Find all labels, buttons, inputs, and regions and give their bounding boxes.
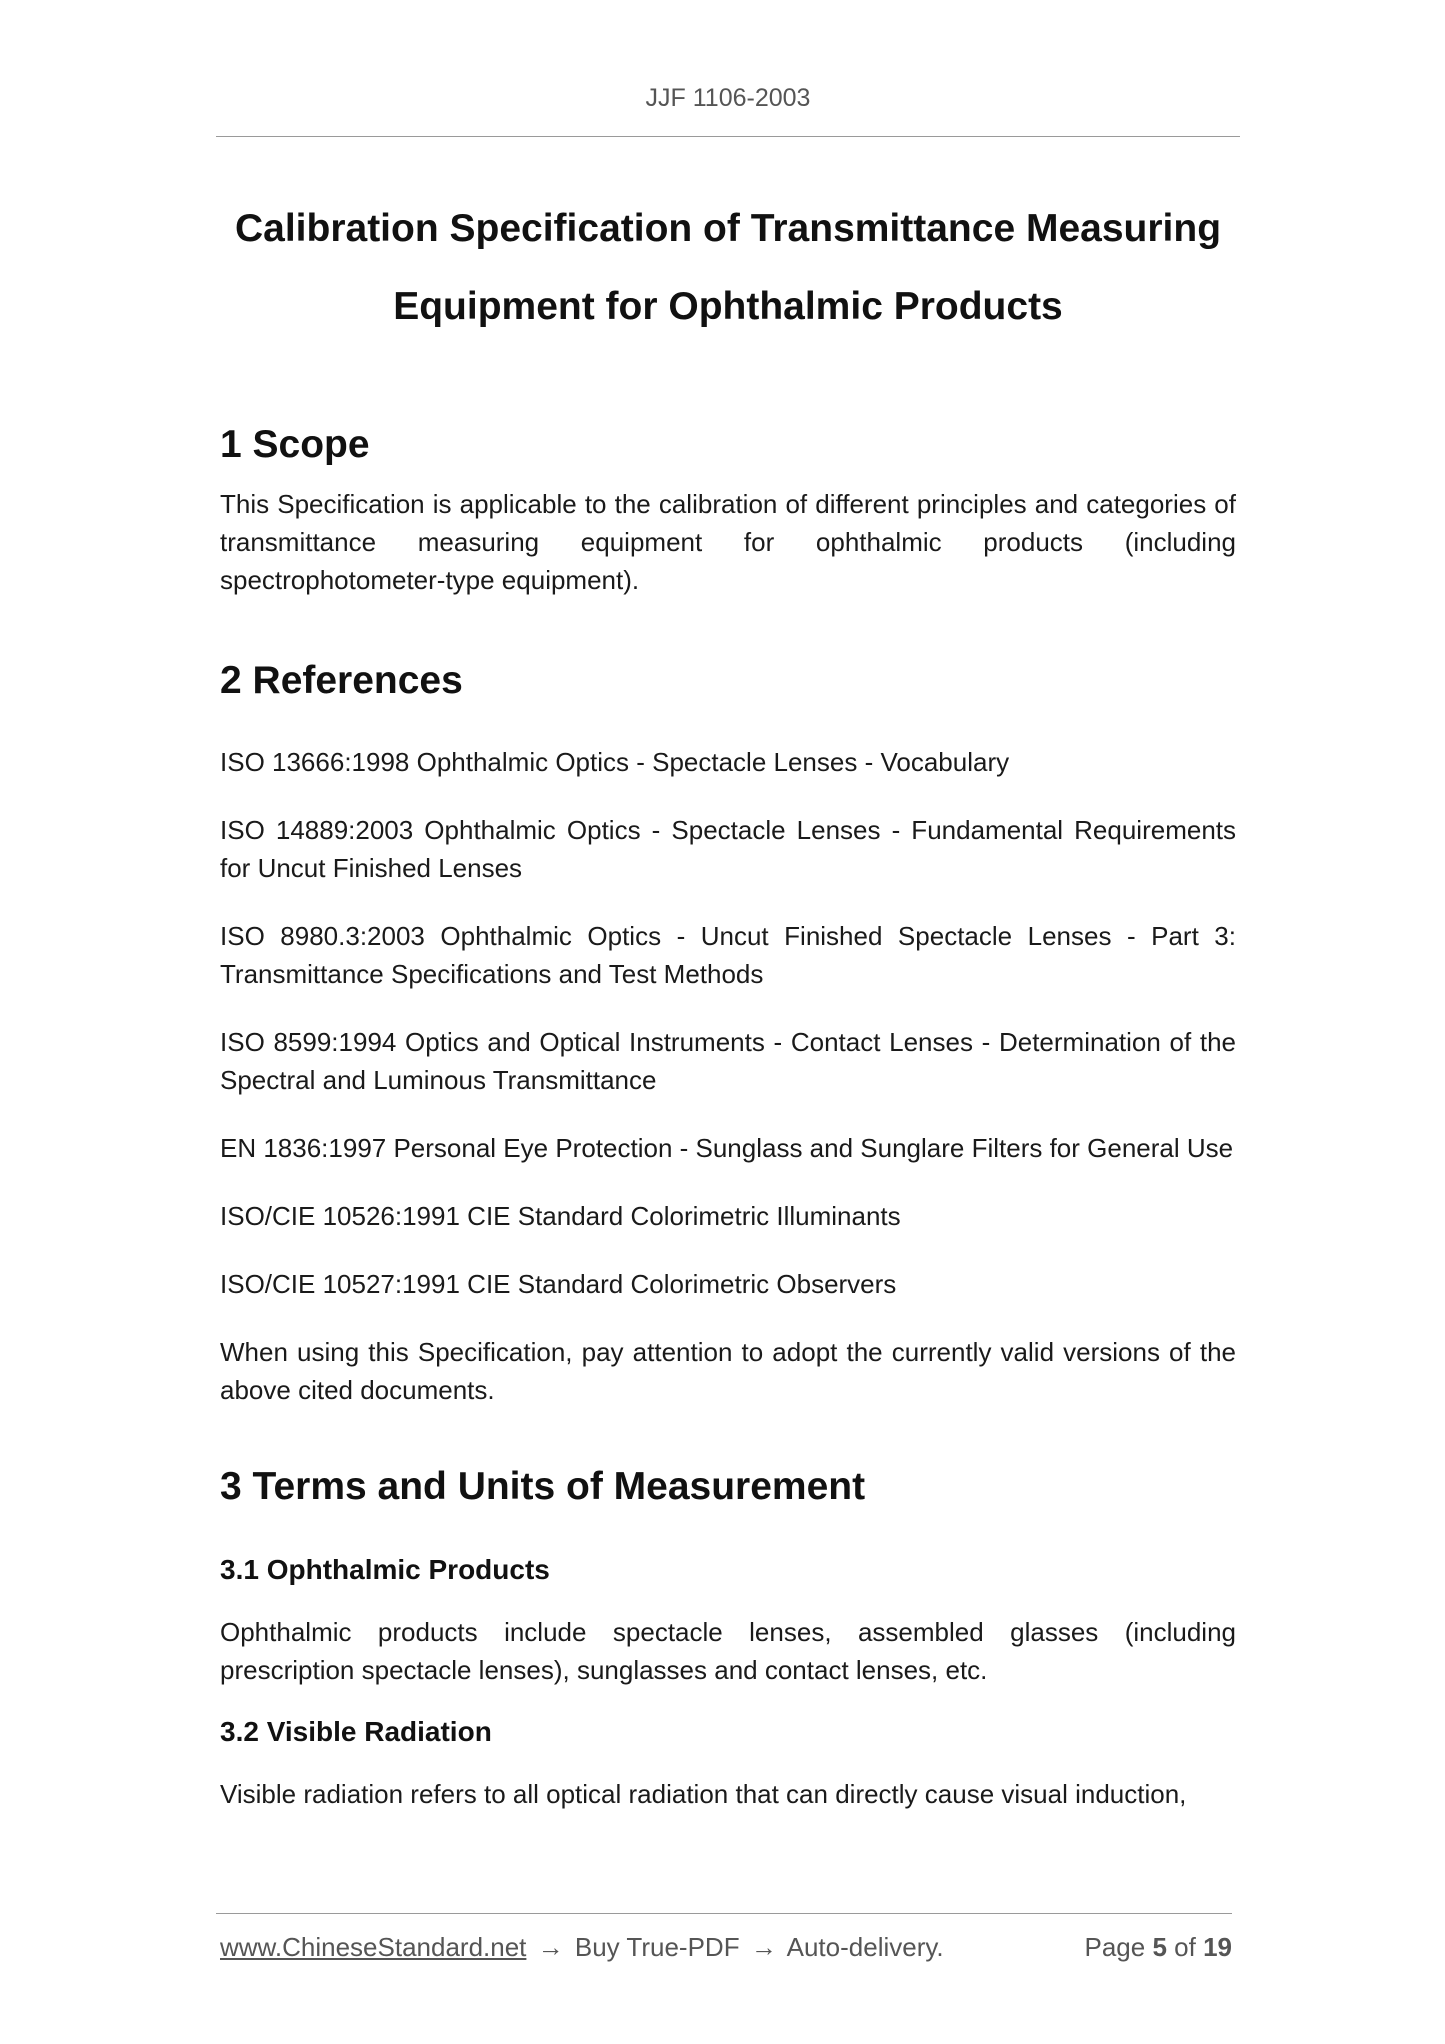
reference-item: ISO/CIE 10526:1991 CIE Standard Colorimetric Illuminants bbox=[220, 1201, 901, 1231]
page-header: JJF 1106-2003 bbox=[645, 84, 811, 112]
document-body bbox=[220, 415, 1236, 1813]
reference-item: ISO 8980.3:2003 Ophthalmic Optics - Uncut Finished Spectacle Lenses - Part 3: Transmittance Specifications and Test Methods bbox=[220, 921, 1236, 989]
reference-item: ISO 14889:2003 Ophthalmic Optics - Spectacle Lenses - Fundamental Requirements for Uncut Finished Lenses bbox=[220, 815, 1236, 883]
page-current: 5 bbox=[1152, 1932, 1167, 1962]
section-heading-terms: 3 Terms and Units of Measurement bbox=[220, 1465, 866, 1508]
subsection-heading-ophthalmic-products: 3.1 Ophthalmic Products bbox=[220, 1554, 550, 1585]
reference-item: EN 1836:1997 Personal Eye Protection - Sunglass and Sunglare Filters for General Use bbox=[220, 1133, 1234, 1163]
website-link[interactable]: www.ChineseStandard.net bbox=[220, 1932, 527, 1962]
document-title bbox=[216, 190, 1240, 346]
footer-divider bbox=[216, 1913, 1232, 1914]
page-indicator bbox=[1084, 1932, 1232, 1963]
section-heading-references: 2 References bbox=[220, 659, 463, 702]
footer-promo bbox=[220, 1932, 944, 1963]
of-word: of bbox=[1174, 1932, 1196, 1962]
subsection-heading-visible-radiation: 3.2 Visible Radiation bbox=[220, 1716, 492, 1747]
header-divider bbox=[216, 136, 1240, 137]
references-note: When using this Specification, pay attention to adopt the currently valid versions of the above cited documents. bbox=[220, 1337, 1236, 1405]
visible-radiation-paragraph: Visible radiation refers to all optical radiation that can directly cause visual induction, bbox=[220, 1779, 1187, 1809]
buy-pdf-text: Buy True-PDF bbox=[574, 1932, 740, 1962]
reference-item: ISO 8599:1994 Optics and Optical Instruments - Contact Lenses - Determination of the Spectral and Luminous Transmittance bbox=[220, 1027, 1236, 1095]
page-word: Page bbox=[1084, 1932, 1146, 1962]
scope-paragraph: This Specification is applicable to the calibration of different principles and categories of transmittance measuring equipment for ophthalmic products (including spectrophotometer-type equipment). bbox=[220, 489, 1236, 595]
page-footer bbox=[220, 1932, 1232, 1963]
arrow-right-icon: → bbox=[750, 1932, 777, 1962]
document-title-line-1: Calibration Specification of Transmittance Measuring bbox=[234, 207, 1222, 250]
page-total: 19 bbox=[1203, 1932, 1232, 1962]
ophthalmic-products-paragraph: Ophthalmic products include spectacle lenses, assembled glasses (including prescription spectacle lenses), sunglasses and contact lenses, etc. bbox=[220, 1617, 1236, 1685]
auto-delivery-text: Auto-delivery. bbox=[786, 1932, 944, 1962]
arrow-right-icon: → bbox=[537, 1932, 564, 1962]
reference-item: ISO/CIE 10527:1991 CIE Standard Colorimetric Observers bbox=[220, 1269, 897, 1299]
document-title-line-2: Equipment for Ophthalmic Products bbox=[393, 285, 1063, 328]
section-heading-scope: 1 Scope bbox=[220, 423, 370, 466]
reference-item: ISO 13666:1998 Ophthalmic Optics - Spectacle Lenses - Vocabulary bbox=[220, 747, 1010, 777]
